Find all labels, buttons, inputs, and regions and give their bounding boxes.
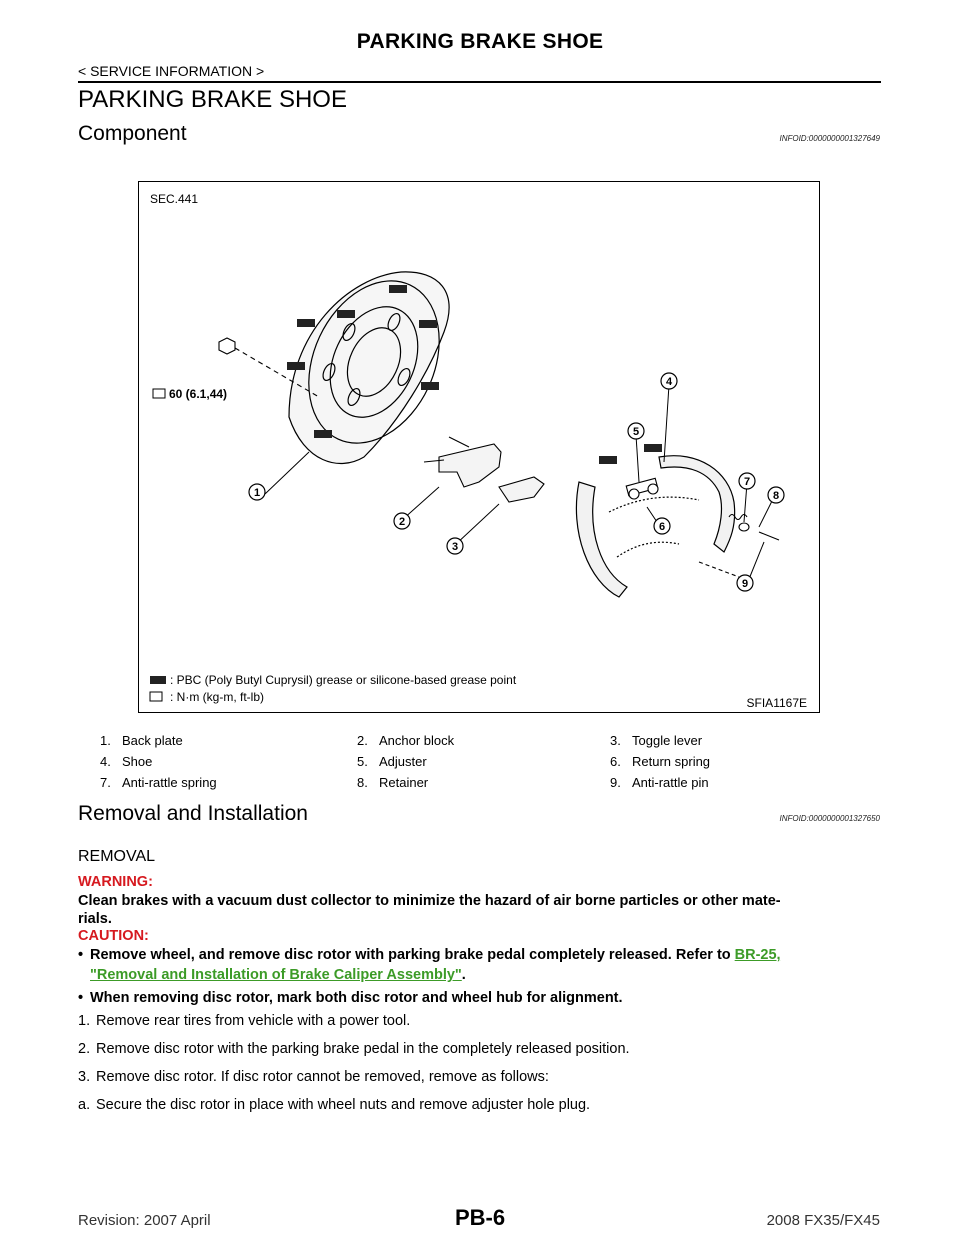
- callout-8: 8: [772, 490, 780, 502]
- legend-row: [100, 754, 820, 775]
- callout-9: 9: [741, 578, 749, 590]
- torque-legend-swatch: [150, 692, 162, 701]
- step-a: a. Secure the disc rotor in place with wheel nuts and remove adjuster hole plug.: [78, 1097, 591, 1113]
- removal-infoid: INFOID:0000000001327650: [779, 814, 880, 823]
- footer-model: 2008 FX35/FX45: [766, 1212, 880, 1229]
- callout-2: 2: [398, 516, 406, 528]
- component-infoid: INFOID:0000000001327649: [779, 134, 880, 143]
- section-title: PARKING BRAKE SHOE: [78, 86, 347, 113]
- caution-item-1: • Remove wheel, and remove disc rotor with parking brake pedal completely released. Refer to BR-25, "Removal and Installation of Brake Caliper Assembly".: [78, 947, 781, 983]
- legend-item: 6. Return spring: [610, 754, 711, 769]
- figure-legend: [150, 673, 807, 710]
- removal-subheading: REMOVAL: [78, 848, 156, 865]
- anchor-block-drawing: [424, 437, 501, 487]
- callout-1: 1: [253, 487, 261, 499]
- footer-revision: Revision: 2007 April: [78, 1212, 211, 1229]
- legend-item: 8. Retainer: [357, 775, 429, 790]
- figure-code: SFIA1167E: [746, 696, 807, 710]
- header-rule: [78, 81, 881, 83]
- callout-4: 4: [665, 376, 673, 388]
- grease-legend-swatch: [150, 676, 166, 684]
- legend-item: 4. Shoe: [100, 754, 153, 769]
- parts-legend: [100, 733, 820, 796]
- warning-text: Clean brakes with a vacuum dust collector to minimize the hazard of air borne particles or other mate- rials.: [78, 893, 781, 927]
- caution-title: CAUTION:: [78, 928, 149, 944]
- back-plate-drawing: [284, 260, 465, 465]
- footer-page-number: PB-6: [454, 1205, 506, 1230]
- component-heading: Component: [78, 122, 187, 145]
- step-3: 3. Remove disc rotor. If disc rotor cannot be removed, remove as follows:: [78, 1069, 549, 1085]
- legend-item: 5. Adjuster: [357, 754, 427, 769]
- removal-heading: Removal and Installation: [78, 802, 308, 825]
- brake-caliper-link[interactable]: "Removal and Installation of Brake Caliper Assembly": [90, 967, 462, 983]
- component-figure: [138, 181, 820, 713]
- torque-legend-text: : N·m (kg-m, ft-lb): [170, 690, 264, 704]
- callout-6: 6: [658, 521, 666, 533]
- exploded-diagram: [139, 182, 820, 713]
- page-header-title: PARKING BRAKE SHOE: [356, 30, 604, 53]
- warning-title: WARNING:: [78, 874, 153, 890]
- callout-5: 5: [632, 426, 640, 438]
- grease-legend-text: : PBC (Poly Butyl Cuprysil) grease or silicone-based grease point: [170, 673, 517, 687]
- callout-3: 3: [451, 541, 459, 553]
- step-1: 1. Remove rear tires from vehicle with a power tool.: [78, 1013, 411, 1029]
- sec-label: SEC.441: [150, 192, 199, 206]
- legend-item: 3. Toggle lever: [610, 733, 703, 748]
- br-25-link[interactable]: BR-25,: [734, 947, 781, 963]
- legend-item: 7. Anti-rattle spring: [100, 775, 217, 790]
- adjuster-drawing: [626, 478, 658, 499]
- legend-row: [100, 733, 820, 754]
- legend-item: 9. Anti-rattle pin: [610, 775, 709, 790]
- svg-text:60 (6.1,44): 60 (6.1,44): [169, 387, 228, 401]
- legend-item: 1. Back plate: [100, 733, 183, 748]
- step-2: 2. Remove disc rotor with the parking brake pedal in the completely released position.: [78, 1041, 630, 1057]
- torque-spec: [153, 387, 227, 401]
- legend-row: [100, 775, 820, 796]
- small-parts-drawing: [699, 515, 779, 578]
- caution-item-2: • When removing disc rotor, mark both disc rotor and wheel hub for alignment.: [78, 990, 623, 1006]
- callout-7: 7: [743, 476, 751, 488]
- legend-item: 2. Anchor block: [357, 733, 455, 748]
- breadcrumb: < SERVICE INFORMATION >: [78, 63, 265, 79]
- toggle-lever-drawing: [499, 477, 544, 502]
